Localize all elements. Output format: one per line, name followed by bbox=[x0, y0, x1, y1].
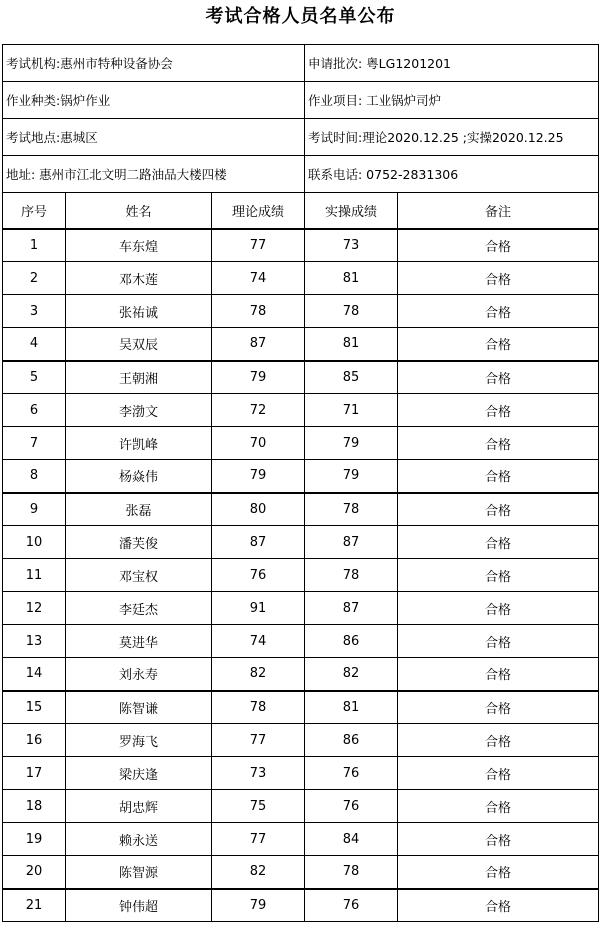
row-name: 车东煌 bbox=[66, 229, 212, 262]
table-row bbox=[3, 790, 599, 823]
row-theory-score: 72 bbox=[212, 394, 305, 427]
row-number: 15 bbox=[3, 691, 66, 724]
row-practice-score: 76 bbox=[305, 757, 398, 790]
table-row bbox=[3, 724, 599, 757]
row-note: 合格 bbox=[398, 361, 599, 394]
info-row-address bbox=[3, 156, 599, 193]
column-header-note: 备注 bbox=[398, 193, 599, 229]
row-name: 钟伟超 bbox=[66, 889, 212, 922]
row-number: 6 bbox=[3, 394, 66, 427]
row-number: 11 bbox=[3, 559, 66, 592]
row-name: 罗海飞 bbox=[66, 724, 212, 757]
row-practice-score: 87 bbox=[305, 526, 398, 559]
exam-agency: 考试机构:惠州市特种设备协会 bbox=[3, 45, 305, 82]
row-number: 20 bbox=[3, 856, 66, 889]
row-theory-score: 87 bbox=[212, 328, 305, 361]
row-theory-score: 82 bbox=[212, 856, 305, 889]
row-theory-score: 79 bbox=[212, 361, 305, 394]
info-row-agency bbox=[3, 45, 599, 82]
row-name: 张祐诚 bbox=[66, 295, 212, 328]
column-header-name: 姓名 bbox=[66, 193, 212, 229]
row-name: 邓木莲 bbox=[66, 262, 212, 295]
row-theory-score: 79 bbox=[212, 460, 305, 493]
info-row-location bbox=[3, 119, 599, 156]
row-note: 合格 bbox=[398, 856, 599, 889]
row-number: 13 bbox=[3, 625, 66, 658]
table-row bbox=[3, 526, 599, 559]
row-number: 9 bbox=[3, 493, 66, 526]
table-row bbox=[3, 460, 599, 493]
info-row-category bbox=[3, 82, 599, 119]
row-name: 莫进华 bbox=[66, 625, 212, 658]
row-note: 合格 bbox=[398, 493, 599, 526]
row-note: 合格 bbox=[398, 658, 599, 691]
row-practice-score: 79 bbox=[305, 460, 398, 493]
row-note: 合格 bbox=[398, 724, 599, 757]
row-theory-score: 78 bbox=[212, 295, 305, 328]
column-header-practice: 实操成绩 bbox=[305, 193, 398, 229]
application-batch: 申请批次: 粤LG1201201 bbox=[305, 45, 599, 82]
row-number: 8 bbox=[3, 460, 66, 493]
row-name: 许凯峰 bbox=[66, 427, 212, 460]
row-note: 合格 bbox=[398, 526, 599, 559]
row-note: 合格 bbox=[398, 757, 599, 790]
row-name: 刘永寿 bbox=[66, 658, 212, 691]
row-note: 合格 bbox=[398, 295, 599, 328]
row-practice-score: 81 bbox=[305, 328, 398, 361]
row-name: 王朝湘 bbox=[66, 361, 212, 394]
row-practice-score: 87 bbox=[305, 592, 398, 625]
row-note: 合格 bbox=[398, 262, 599, 295]
row-theory-score: 91 bbox=[212, 592, 305, 625]
row-note: 合格 bbox=[398, 394, 599, 427]
row-number: 7 bbox=[3, 427, 66, 460]
row-practice-score: 85 bbox=[305, 361, 398, 394]
row-theory-score: 77 bbox=[212, 823, 305, 856]
table-row bbox=[3, 592, 599, 625]
row-theory-score: 74 bbox=[212, 625, 305, 658]
table-row bbox=[3, 328, 599, 361]
table-row bbox=[3, 493, 599, 526]
row-number: 17 bbox=[3, 757, 66, 790]
row-practice-score: 78 bbox=[305, 493, 398, 526]
row-number: 18 bbox=[3, 790, 66, 823]
row-number: 21 bbox=[3, 889, 66, 922]
table-row bbox=[3, 625, 599, 658]
table-row bbox=[3, 757, 599, 790]
row-number: 10 bbox=[3, 526, 66, 559]
row-number: 4 bbox=[3, 328, 66, 361]
row-practice-score: 82 bbox=[305, 658, 398, 691]
row-note: 合格 bbox=[398, 328, 599, 361]
row-practice-score: 76 bbox=[305, 889, 398, 922]
row-practice-score: 78 bbox=[305, 295, 398, 328]
row-practice-score: 73 bbox=[305, 229, 398, 262]
row-note: 合格 bbox=[398, 823, 599, 856]
row-note: 合格 bbox=[398, 559, 599, 592]
row-number: 12 bbox=[3, 592, 66, 625]
page-title: 考试合格人员名单公布 bbox=[205, 6, 396, 27]
row-practice-score: 79 bbox=[305, 427, 398, 460]
row-note: 合格 bbox=[398, 889, 599, 922]
table-row bbox=[3, 691, 599, 724]
row-number: 3 bbox=[3, 295, 66, 328]
row-practice-score: 86 bbox=[305, 625, 398, 658]
row-theory-score: 73 bbox=[212, 757, 305, 790]
address: 地址: 惠州市江北文明二路油品大楼四楼 bbox=[3, 156, 305, 193]
row-theory-score: 70 bbox=[212, 427, 305, 460]
row-name: 吴双辰 bbox=[66, 328, 212, 361]
table-row bbox=[3, 559, 599, 592]
row-theory-score: 87 bbox=[212, 526, 305, 559]
row-name: 潘芙俊 bbox=[66, 526, 212, 559]
table-row bbox=[3, 856, 599, 889]
row-note: 合格 bbox=[398, 691, 599, 724]
table-row bbox=[3, 361, 599, 394]
row-number: 14 bbox=[3, 658, 66, 691]
row-note: 合格 bbox=[398, 229, 599, 262]
row-number: 1 bbox=[3, 229, 66, 262]
row-number: 2 bbox=[3, 262, 66, 295]
table-row bbox=[3, 262, 599, 295]
column-header-theory: 理论成绩 bbox=[212, 193, 305, 229]
row-number: 5 bbox=[3, 361, 66, 394]
row-name: 陈智谦 bbox=[66, 691, 212, 724]
row-name: 梁庆逢 bbox=[66, 757, 212, 790]
row-name: 赖永送 bbox=[66, 823, 212, 856]
column-header-no: 序号 bbox=[3, 193, 66, 229]
table-row bbox=[3, 427, 599, 460]
table-row bbox=[3, 823, 599, 856]
row-practice-score: 71 bbox=[305, 394, 398, 427]
row-name: 李廷杰 bbox=[66, 592, 212, 625]
table-row bbox=[3, 658, 599, 691]
table-row bbox=[3, 889, 599, 922]
row-note: 合格 bbox=[398, 427, 599, 460]
row-practice-score: 81 bbox=[305, 691, 398, 724]
table-row bbox=[3, 295, 599, 328]
row-name: 张磊 bbox=[66, 493, 212, 526]
row-theory-score: 79 bbox=[212, 889, 305, 922]
row-name: 陈智源 bbox=[66, 856, 212, 889]
row-practice-score: 81 bbox=[305, 262, 398, 295]
table-row bbox=[3, 229, 599, 262]
row-name: 杨焱伟 bbox=[66, 460, 212, 493]
row-theory-score: 76 bbox=[212, 559, 305, 592]
row-theory-score: 82 bbox=[212, 658, 305, 691]
results-table bbox=[2, 44, 599, 922]
table-header bbox=[3, 193, 599, 229]
exam-time: 考试时间:理论2020.12.25 ;实操2020.12.25 bbox=[305, 119, 599, 156]
row-note: 合格 bbox=[398, 625, 599, 658]
row-theory-score: 80 bbox=[212, 493, 305, 526]
row-theory-score: 75 bbox=[212, 790, 305, 823]
row-name: 邓宝权 bbox=[66, 559, 212, 592]
row-theory-score: 78 bbox=[212, 691, 305, 724]
row-practice-score: 78 bbox=[305, 559, 398, 592]
row-theory-score: 77 bbox=[212, 229, 305, 262]
row-practice-score: 86 bbox=[305, 724, 398, 757]
row-theory-score: 74 bbox=[212, 262, 305, 295]
row-note: 合格 bbox=[398, 790, 599, 823]
row-note: 合格 bbox=[398, 460, 599, 493]
row-practice-score: 78 bbox=[305, 856, 398, 889]
table-row bbox=[3, 394, 599, 427]
row-theory-score: 77 bbox=[212, 724, 305, 757]
row-name: 李渤文 bbox=[66, 394, 212, 427]
exam-location: 考试地点:惠城区 bbox=[3, 119, 305, 156]
row-practice-score: 84 bbox=[305, 823, 398, 856]
row-number: 19 bbox=[3, 823, 66, 856]
row-name: 胡忠辉 bbox=[66, 790, 212, 823]
row-practice-score: 76 bbox=[305, 790, 398, 823]
work-item: 作业项目: 工业锅炉司炉 bbox=[305, 82, 599, 119]
row-number: 16 bbox=[3, 724, 66, 757]
row-note: 合格 bbox=[398, 592, 599, 625]
work-category: 作业种类:锅炉作业 bbox=[3, 82, 305, 119]
contact-phone: 联系电话: 0752-2831306 bbox=[305, 156, 599, 193]
